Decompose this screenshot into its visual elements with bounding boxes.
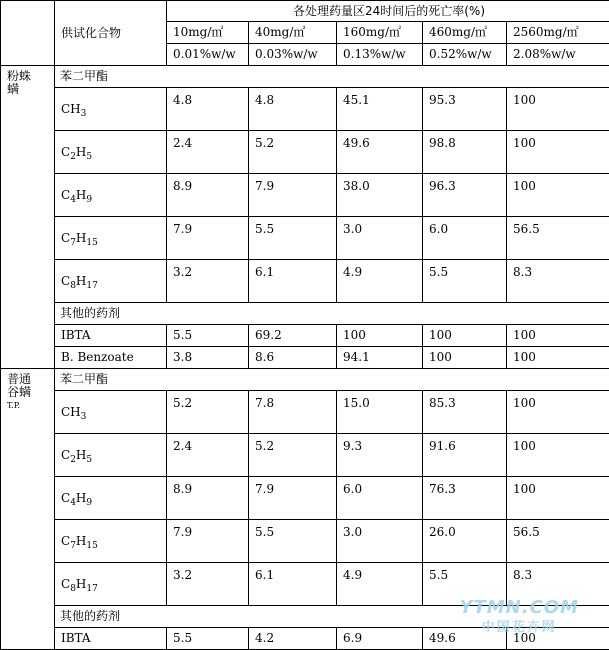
compound-formula — [55, 217, 167, 260]
mortality-value: 100 — [507, 391, 609, 434]
table-row — [1, 477, 609, 520]
mortality-value: 94.1 — [337, 347, 423, 369]
mortality-value: 56.5 — [507, 520, 609, 563]
formula-element: C — [61, 188, 70, 202]
mortality-value: 5.2 — [249, 434, 337, 477]
species-abbrev: T.P. — [7, 399, 54, 413]
table-row — [1, 217, 609, 260]
table-row — [1, 347, 609, 369]
watermark-line1: YTMN.COM — [459, 597, 579, 618]
formula-text — [61, 577, 98, 591]
formula-subscript: 3 — [81, 412, 87, 422]
formula-subscript: 17 — [86, 281, 97, 291]
table-row — [1, 325, 609, 347]
mortality-value: 5.2 — [167, 391, 249, 434]
mortality-value: 3.8 — [167, 347, 249, 369]
mortality-value: 8.9 — [167, 174, 249, 217]
table-row — [1, 260, 609, 303]
concentration-header: 2.08%w/w — [507, 44, 609, 66]
table-title: 各处理药量区24时间后的死亡率(%) — [167, 1, 609, 22]
mortality-value: 6.0 — [337, 477, 423, 520]
mortality-value: 56.5 — [507, 217, 609, 260]
compound-formula — [55, 434, 167, 477]
mortality-value: 3.0 — [337, 217, 423, 260]
formula-subscript: 4 — [70, 195, 76, 205]
mortality-value: 100 — [507, 88, 609, 131]
formula-subscript: 4 — [70, 498, 76, 508]
formula-text — [61, 102, 86, 116]
mortality-value: 4.8 — [167, 88, 249, 131]
species-name: 粉蛛螨 — [7, 70, 41, 96]
formula-element: C — [61, 448, 70, 462]
table-row — [1, 88, 609, 131]
mortality-value: 26.0 — [423, 520, 507, 563]
concentration-header: 0.52%w/w — [423, 44, 507, 66]
mortality-value: 7.9 — [167, 520, 249, 563]
formula-element: C — [61, 145, 70, 159]
mortality-value: 100 — [423, 325, 507, 347]
mortality-value: 49.6 — [423, 628, 507, 650]
mortality-value: 9.3 — [337, 434, 423, 477]
mortality-value: 7.9 — [167, 217, 249, 260]
table-row — [1, 131, 609, 174]
species-cell — [1, 66, 55, 369]
section-label-ester: 苯二甲酯 — [55, 369, 609, 391]
formula-element: H — [76, 491, 86, 505]
mortality-value: 5.5 — [423, 260, 507, 303]
section-label-other: 其他的药剂 — [55, 303, 609, 325]
mortality-value: 98.8 — [423, 131, 507, 174]
mortality-value: 100 — [507, 347, 609, 369]
mortality-value: 4.8 — [249, 88, 337, 131]
formula-text — [61, 448, 92, 462]
mortality-value: 4.2 — [249, 628, 337, 650]
mortality-value: 96.3 — [423, 174, 507, 217]
mortality-value: 4.9 — [337, 563, 423, 606]
compound-formula — [55, 520, 167, 563]
formula-element: C — [61, 534, 70, 548]
mortality-value: 7.8 — [249, 391, 337, 434]
formula-element: C — [61, 491, 70, 505]
formula-text — [61, 534, 98, 548]
mortality-value: 8.3 — [507, 260, 609, 303]
compound-name: IBTA — [55, 325, 167, 347]
formula-element: C — [61, 274, 70, 288]
compound-name: B. Benzoate — [55, 347, 167, 369]
table-row — [1, 520, 609, 563]
formula-text — [61, 231, 98, 245]
formula-subscript: 8 — [70, 281, 76, 291]
concentration-header: 0.13%w/w — [337, 44, 423, 66]
mortality-value: 91.6 — [423, 434, 507, 477]
compound-formula — [55, 131, 167, 174]
mortality-value: 76.3 — [423, 477, 507, 520]
mortality-value: 85.3 — [423, 391, 507, 434]
compound-column-header: 供试化合物 — [55, 1, 167, 66]
dose-header: 460mg/㎡ — [423, 22, 507, 44]
mortality-value: 7.9 — [249, 477, 337, 520]
mortality-value: 5.2 — [249, 131, 337, 174]
mortality-value: 95.3 — [423, 88, 507, 131]
formula-subscript: 7 — [70, 238, 76, 248]
dose-header: 2560mg/㎡ — [507, 22, 609, 44]
mortality-value: 69.2 — [249, 325, 337, 347]
compound-name: IBTA — [55, 628, 167, 650]
mortality-value: 38.0 — [337, 174, 423, 217]
compound-formula — [55, 260, 167, 303]
watermark-line2: 中国花卉网 — [459, 616, 579, 635]
mortality-value: 100 — [507, 131, 609, 174]
formula-element: CH — [61, 405, 81, 419]
formula-subscript: 3 — [81, 109, 87, 119]
formula-subscript: 5 — [86, 152, 92, 162]
mortality-value: 7.9 — [249, 174, 337, 217]
mortality-value: 6.9 — [337, 628, 423, 650]
formula-text — [61, 491, 92, 505]
formula-text — [61, 274, 98, 288]
compound-formula — [55, 391, 167, 434]
mortality-value: 8.9 — [167, 477, 249, 520]
watermark-logo — [459, 597, 579, 635]
formula-subscript: 2 — [70, 152, 76, 162]
mortality-value: 5.5 — [423, 563, 507, 606]
formula-subscript: 9 — [86, 195, 92, 205]
mortality-value: 6.1 — [249, 563, 337, 606]
concentration-header: 0.01%w/w — [167, 44, 249, 66]
header-blank-cell — [1, 1, 55, 66]
compound-formula — [55, 88, 167, 131]
mortality-value: 8.6 — [249, 347, 337, 369]
mortality-value: 49.6 — [337, 131, 423, 174]
mortality-value: 2.4 — [167, 131, 249, 174]
formula-element: C — [61, 231, 70, 245]
compound-formula — [55, 477, 167, 520]
formula-element: H — [76, 448, 86, 462]
mortality-value: 2.4 — [167, 434, 249, 477]
formula-subscript: 9 — [86, 498, 92, 508]
table-row — [1, 174, 609, 217]
formula-element: H — [76, 231, 86, 245]
formula-element: H — [76, 188, 86, 202]
mortality-value: 8.3 — [507, 563, 609, 606]
table-row — [1, 434, 609, 477]
formula-element: H — [76, 274, 86, 288]
concentration-header: 0.03%w/w — [249, 44, 337, 66]
formula-subscript: 2 — [70, 455, 76, 465]
compound-formula — [55, 174, 167, 217]
compound-formula — [55, 563, 167, 606]
formula-subscript: 7 — [70, 541, 76, 551]
mortality-value: 15.0 — [337, 391, 423, 434]
formula-element: C — [61, 577, 70, 591]
formula-element: H — [76, 534, 86, 548]
formula-text — [61, 188, 92, 202]
mortality-value: 5.5 — [167, 628, 249, 650]
mortality-value: 100 — [507, 477, 609, 520]
section-label-other: 其他的药剂 — [55, 606, 609, 628]
formula-subscript: 5 — [86, 455, 92, 465]
formula-subscript: 8 — [70, 584, 76, 594]
formula-element: H — [76, 145, 86, 159]
mortality-value: 5.5 — [249, 520, 337, 563]
mortality-value: 5.5 — [167, 325, 249, 347]
species-name: 普通谷螨 — [7, 373, 41, 399]
dose-header: 160mg/㎡ — [337, 22, 423, 44]
formula-text — [61, 405, 86, 419]
mortality-value: 3.0 — [337, 520, 423, 563]
mortality-value: 100 — [507, 325, 609, 347]
mortality-value: 100 — [423, 347, 507, 369]
mortality-value: 6.0 — [423, 217, 507, 260]
formula-subscript: 17 — [86, 584, 97, 594]
formula-element: CH — [61, 102, 81, 116]
dose-header: 40mg/㎡ — [249, 22, 337, 44]
dose-header: 10mg/㎡ — [167, 22, 249, 44]
mortality-value: 100 — [507, 628, 609, 650]
mortality-value: 100 — [507, 174, 609, 217]
mortality-value: 4.9 — [337, 260, 423, 303]
mortality-value: 6.1 — [249, 260, 337, 303]
mortality-value: 45.1 — [337, 88, 423, 131]
formula-element: H — [76, 577, 86, 591]
formula-text — [61, 145, 92, 159]
formula-subscript: 15 — [86, 541, 97, 551]
formula-subscript: 15 — [86, 238, 97, 248]
mortality-value: 100 — [337, 325, 423, 347]
mortality-value: 3.2 — [167, 260, 249, 303]
mortality-value: 100 — [507, 434, 609, 477]
section-label-ester: 苯二甲酯 — [55, 66, 609, 88]
table-row — [1, 391, 609, 434]
species-cell — [1, 369, 55, 650]
mortality-value: 5.5 — [249, 217, 337, 260]
mortality-value: 3.2 — [167, 563, 249, 606]
